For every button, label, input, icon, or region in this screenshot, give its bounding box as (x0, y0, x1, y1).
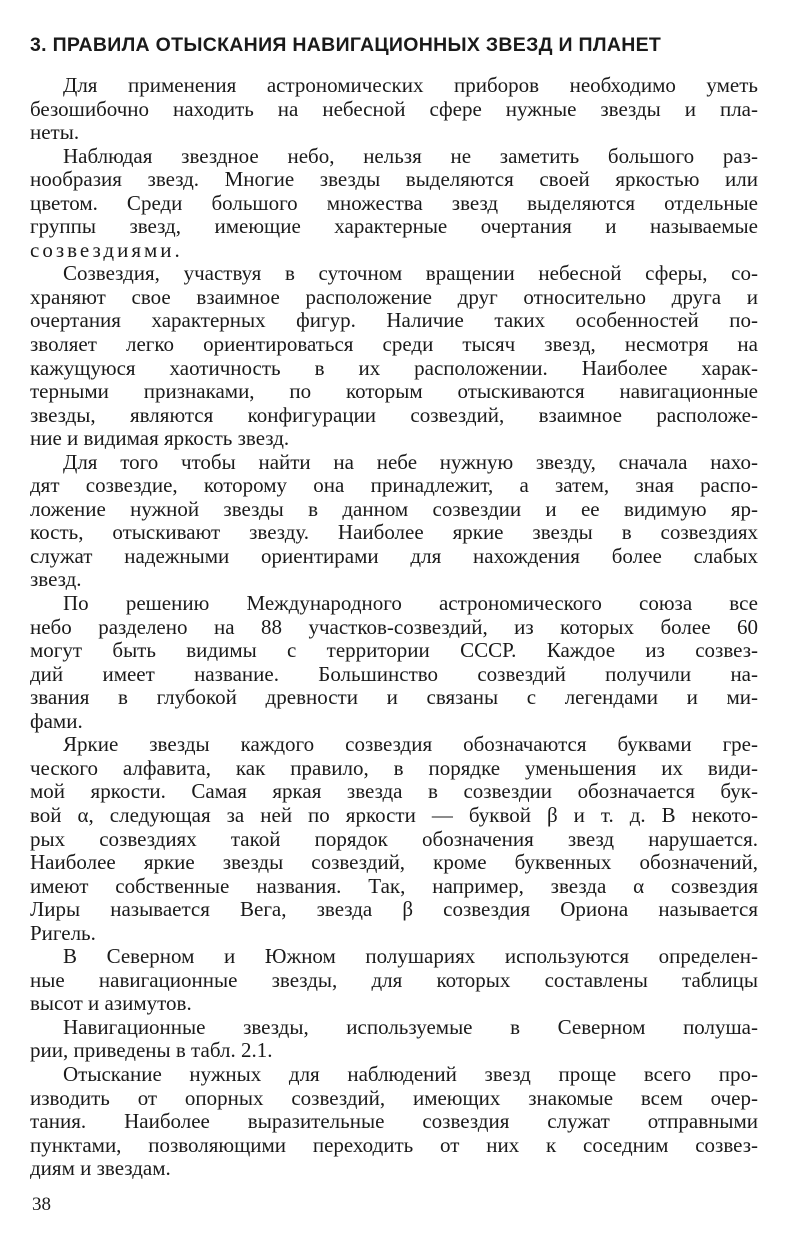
text-line: диям и звездам. (30, 1156, 171, 1181)
paragraph (30, 74, 758, 145)
text-line: пунктами, позволяющими переходить от них к соседним созвез- (30, 1132, 758, 1157)
text-line: неты. (30, 120, 80, 145)
text-line: терными признаками, по которым отыскиваются навигационные (30, 379, 758, 404)
paragraph (30, 733, 758, 945)
text-line: Наблюдая звездное небо, нельзя не заметить большого раз- (63, 143, 758, 168)
text-line: ческого алфавита, как правило, в порядке уменьшения их види- (30, 755, 758, 780)
text-line: безошибочно находить на небесной сфере нужные звезды и пла- (30, 96, 758, 121)
text-line: фами. (30, 708, 83, 733)
text-line: Для того чтобы найти на небе нужную звезду, сначала нахо- (63, 449, 758, 474)
text-line: дий имеет название. Большинство созвездий получили на- (30, 661, 758, 686)
paragraph (30, 262, 758, 450)
paragraph (30, 451, 758, 592)
text-line: Навигационные звезды, используемые в Северном полуша- (63, 1014, 758, 1039)
text-line: В Северном и Южном полушариях используются определен- (63, 944, 758, 969)
text-line: вой α, следующая за ней по яркости — буквой β и т. д. В некото- (30, 802, 758, 827)
text-line: служат надежными ориентирами для нахождения более слабых (30, 543, 758, 568)
text-line: Для применения астрономических приборов необходимо уметь (63, 73, 758, 97)
text-line: Ригель. (30, 920, 96, 945)
text-line: Яркие звезды каждого созвездия обозначаются буквами гре- (63, 732, 758, 757)
text-line: звезды, являются конфигурации созвездий, взаимное расположе- (30, 402, 758, 427)
text-line: созвездиями. (30, 237, 183, 262)
text-line: цветом. Среди большого множества звезд выделяются отдельные (30, 190, 758, 215)
page-number: 38 (32, 1194, 51, 1215)
text-line: звезд. (30, 567, 82, 592)
text-line: могут быть видимы с территории СССР. Каждое из созвез- (30, 638, 758, 663)
text-line: Лиры называется Вега, звезда β созвездия Ориона называется (30, 897, 758, 922)
text-line: высот и азимутов. (30, 991, 192, 1016)
text-line: Отыскание нужных для наблюдений звезд проще всего про- (63, 1061, 758, 1086)
paragraph (30, 945, 758, 1016)
text-line: изводить от опорных созвездий, имеющих знакомые всем очер- (30, 1085, 758, 1110)
text-line: храняют свое взаимное расположение друг относительно друга и (30, 284, 758, 309)
section-heading: 3. ПРАВИЛА ОТЫСКАНИЯ НАВИГАЦИОННЫХ ЗВЕЗД И ПЛАНЕТ (30, 34, 662, 56)
text-line: По решению Международного астрономического союза все (63, 591, 758, 616)
text-line: дят созвездие, которому она принадлежит, а затем, зная распо- (30, 473, 758, 498)
paragraph (30, 1016, 758, 1063)
text-line: небо разделено на 88 участков-созвездий, из которых более 60 (30, 614, 758, 639)
paragraph (30, 592, 758, 733)
text-line: группы звезд, имеющие характерные очертания и называемые (30, 214, 758, 239)
text-line: Созвездия, участвуя в суточном вращении небесной сферы, со- (63, 261, 758, 286)
body-text (30, 74, 758, 1181)
text-line: звания в глубокой древности и связаны с легендами и ми- (30, 685, 758, 710)
paragraph (30, 1063, 758, 1181)
text-line: зволяет легко ориентироваться среди тысяч звезд, несмотря на (30, 332, 758, 357)
text-line: имеют собственные названия. Так, например, звезда α созвездия (30, 873, 758, 898)
text-line: кажущуюся хаотичность в их расположении. Наиболее харак- (30, 355, 758, 380)
text-line: мой яркости. Самая яркая звезда в созвездии обозначается бук- (30, 779, 758, 804)
text-line: ние и видимая яркость звезд. (30, 426, 290, 451)
text-line: рии, приведены в табл. 2.1. (30, 1038, 273, 1063)
text-line: ложение нужной звезды в данном созвездии и ее видимую яр- (30, 496, 758, 521)
text-line: очертания характерных фигур. Наличие таких особенностей по- (30, 308, 758, 333)
text-line: рых созвездиях такой порядок обозначения звезд нарушается. (30, 826, 758, 851)
paragraph (30, 145, 758, 263)
text-line: ные навигационные звезды, для которых составлены таблицы (30, 967, 758, 992)
text-line: нообразия звезд. Многие звезды выделяются своей яркостью или (30, 167, 758, 192)
text-line: Наиболее яркие звезды созвездий, кроме буквенных обозначений, (30, 850, 758, 875)
text-line: кость, отыскивают звезду. Наиболее яркие звезды в созвездиях (30, 520, 758, 545)
text-line: тания. Наиболее выразительные созвездия служат отправными (30, 1109, 758, 1134)
